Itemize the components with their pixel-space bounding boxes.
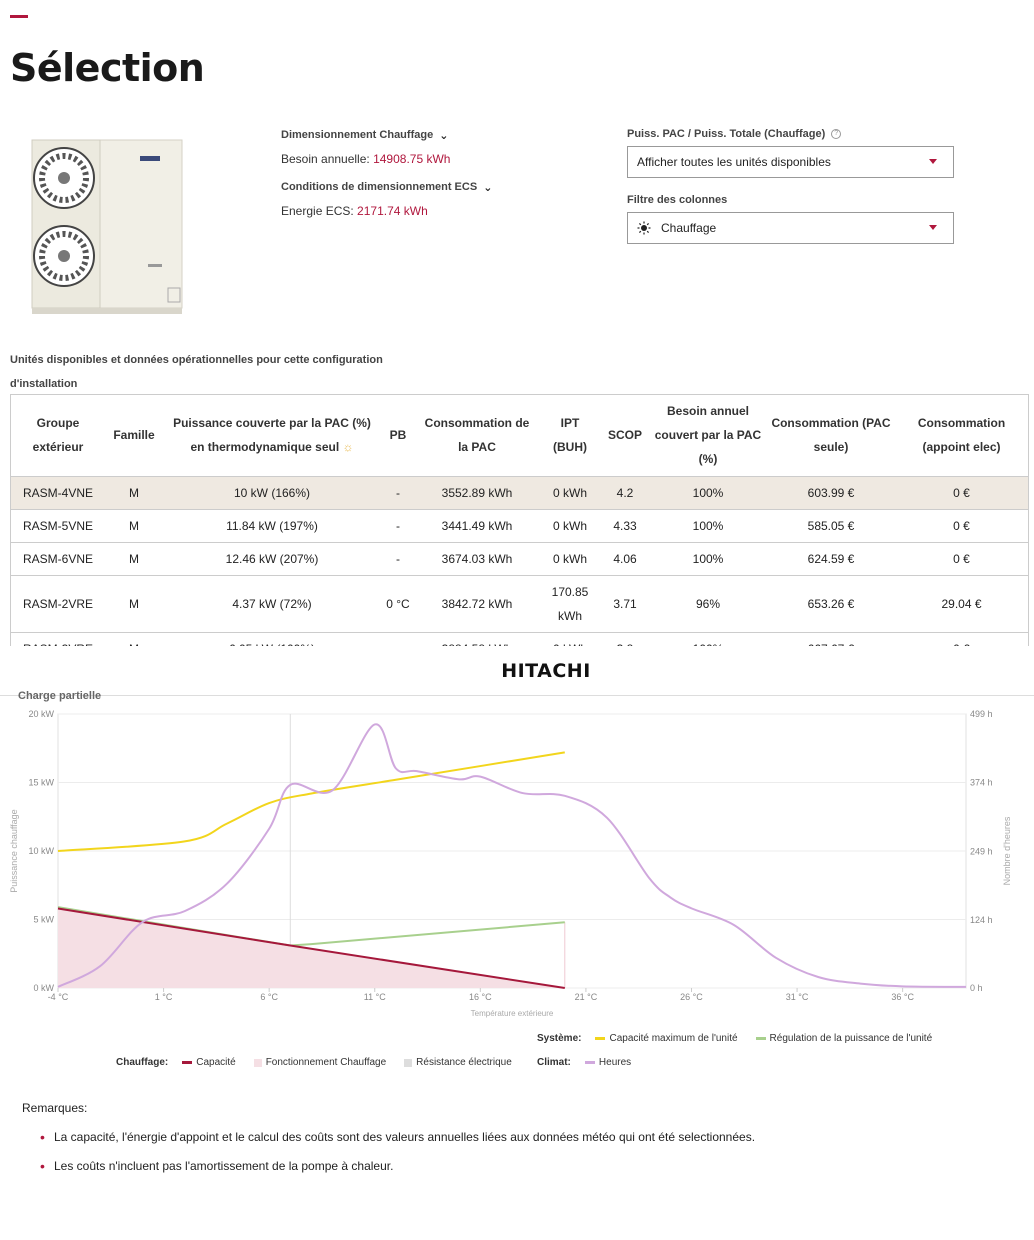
- cell-power: 4.37 kW (72%): [163, 575, 381, 632]
- columns-filter-select[interactable]: [627, 212, 954, 244]
- cell-annual-need: 96%: [649, 575, 767, 632]
- remark-item: • Les coûts n'incluent pas l'amortissement de la pompe à chaleur.: [40, 1158, 1012, 1174]
- legend-swatch: [404, 1059, 412, 1067]
- caret-down-icon: [929, 225, 937, 230]
- annual-need-label: Besoin annuelle:: [281, 152, 370, 166]
- remark-item: • La capacité, l'énergie d'appoint et le calcul des coûts sont des valeurs annuelles liées aux données météo qui ont été selectionnées.: [40, 1129, 1012, 1145]
- partial-load-chart: [0, 690, 1034, 1080]
- ecs-energy-value: 2171.74 kWh: [357, 204, 428, 218]
- cell-consumption-pac: 3674.03 kWh: [415, 542, 539, 575]
- legend-item-hours[interactable]: [585, 1057, 631, 1068]
- legend-item-max-capacity[interactable]: [595, 1033, 737, 1044]
- cell-consumption-pac: 3441.49 kWh: [415, 509, 539, 542]
- legend-system-title: Système:: [537, 1033, 582, 1044]
- cell-scop: 4.33: [601, 509, 649, 542]
- cell-cost-pac: 624.59 €: [767, 542, 895, 575]
- x-tick-label: -4 °C: [47, 992, 69, 1002]
- y-axis-label: Puissance chauffage: [9, 809, 19, 893]
- remarks-list: [22, 1129, 1012, 1174]
- cell-cost-pac: 653.26 €: [767, 575, 895, 632]
- cell-power: 10 kW (166%): [163, 476, 381, 509]
- cell-cost-backup: 0 €: [895, 476, 1028, 509]
- cell-cost-pac: 603.99 €: [767, 476, 895, 509]
- legend-heating-title: Chauffage:: [116, 1057, 169, 1068]
- legend-label: Capacité maximum de l'unité: [609, 1033, 738, 1044]
- legend-swatch: [595, 1037, 605, 1040]
- header-pb[interactable]: PB: [381, 395, 415, 476]
- cell-family: M: [105, 476, 163, 509]
- y-right-tick-label: 124 h: [970, 914, 993, 925]
- columns-filter-label-row: [627, 192, 957, 208]
- chart-svg: [0, 690, 1034, 1030]
- cell-annual-need: 100%: [649, 476, 767, 509]
- cell-family: M: [105, 542, 163, 575]
- cell-cost-pac: 585.05 €: [767, 509, 895, 542]
- header-consumption-pac[interactable]: Consommation de la PAC: [415, 395, 539, 476]
- ecs-energy: [281, 204, 601, 218]
- cell-family: M: [105, 575, 163, 632]
- cell-ipt: 0 kWh: [539, 542, 601, 575]
- ecs-dimensioning-toggle[interactable]: [281, 178, 601, 196]
- chevron-down-icon[interactable]: ⌄: [439, 129, 449, 142]
- cell-group: RASM-2VRE: [11, 575, 105, 632]
- cell-cost-backup: 0 €: [895, 509, 1028, 542]
- legend-item-capacity[interactable]: [182, 1057, 235, 1068]
- cell-annual-need: 100%: [649, 509, 767, 542]
- x-tick-label: 16 °C: [469, 992, 492, 1002]
- columns-filter-label: Filtre des colonnes: [627, 194, 728, 206]
- cell-ipt: 0 kWh: [539, 509, 601, 542]
- x-tick-label: 1 °C: [154, 992, 173, 1002]
- table-caption: Unités disponibles et données opérationnelles pour cette configuration d'installation: [10, 354, 383, 390]
- outdoor-unit-image: [28, 138, 184, 318]
- header-family[interactable]: Famille: [105, 395, 163, 476]
- cell-pb: -: [381, 476, 415, 509]
- table-header-row: [11, 395, 1028, 476]
- power-ratio-select-value: Afficher toutes les unités disponibles: [637, 155, 831, 169]
- y-tick-label: 10 kW: [28, 846, 54, 856]
- chevron-down-icon[interactable]: ⌄: [483, 181, 493, 194]
- cell-pb: -: [381, 509, 415, 542]
- header-group[interactable]: Groupe extérieur: [11, 395, 105, 476]
- table-row[interactable]: [11, 509, 1028, 542]
- max-capacity-line: [58, 752, 565, 851]
- brand-bar: [0, 646, 1034, 696]
- x-tick-label: 36 °C: [891, 992, 914, 1002]
- remarks: [22, 1101, 1012, 1187]
- x-axis-label: Température extérieure: [470, 1009, 554, 1018]
- header-cost-backup[interactable]: Consommation (appoint elec): [895, 395, 1028, 476]
- legend-climate: [537, 1057, 643, 1068]
- legend-heating: [116, 1057, 524, 1068]
- legend-label: Heures: [598, 1057, 632, 1068]
- dimensioning-panel: [281, 126, 601, 230]
- cell-family: M: [105, 509, 163, 542]
- legend-label: Résistance électrique: [416, 1057, 512, 1068]
- cell-cost-backup: 29.04 €: [895, 575, 1028, 632]
- y-right-axis-label: Nombre d'heures: [1002, 816, 1012, 886]
- table-row[interactable]: [11, 476, 1028, 509]
- legend-climate-title: Climat:: [537, 1057, 571, 1068]
- sun-icon: ☼: [342, 440, 354, 455]
- header-ipt[interactable]: IPT (BUH): [539, 395, 601, 476]
- table-body: [11, 476, 1028, 665]
- remarks-title: Remarques:: [22, 1101, 88, 1115]
- ecs-dimensioning-title: Conditions de dimensionnement ECS: [281, 181, 478, 193]
- heating-dimensioning-title: Dimensionnement Chauffage: [281, 129, 434, 141]
- units-table: [11, 395, 1028, 666]
- heating-dimensioning-toggle[interactable]: [281, 126, 601, 144]
- x-tick-label: 26 °C: [680, 992, 703, 1002]
- x-tick-label: 21 °C: [574, 992, 598, 1002]
- legend-item-power-regulation[interactable]: [756, 1033, 933, 1044]
- caret-down-icon: [929, 159, 937, 164]
- cell-ipt: 170.85 kWh: [539, 575, 601, 632]
- table-row[interactable]: [11, 575, 1028, 632]
- y-right-tick-label: 499 h: [970, 709, 993, 719]
- legend-label: Fonctionnement Chauffage: [265, 1057, 387, 1068]
- chart-title: Charge partielle: [18, 690, 102, 702]
- filters-panel: [627, 126, 957, 244]
- y-right-tick-label: 374 h: [970, 777, 993, 788]
- header-scop[interactable]: SCOP: [601, 395, 649, 476]
- y-tick-label: 20 kW: [28, 709, 54, 719]
- cell-power: 11.84 kW (197%): [163, 509, 381, 542]
- legend-item-electric-resistance[interactable]: [404, 1057, 512, 1068]
- legend-label: Régulation de la puissance de l'unité: [769, 1033, 933, 1044]
- y-right-tick-label: 249 h: [970, 846, 993, 857]
- cell-scop: 3.71: [601, 575, 649, 632]
- page-title: Sélection: [10, 46, 205, 90]
- cell-scop: 4.2: [601, 476, 649, 509]
- x-tick-label: 6 °C: [260, 992, 278, 1002]
- header-cost-pac[interactable]: Consommation (PAC seule): [767, 395, 895, 476]
- header-power[interactable]: [163, 395, 381, 476]
- y-tick-label: 0 kW: [33, 983, 54, 993]
- y-tick-label: 5 kW: [33, 914, 54, 925]
- header-power-label: Puissance couverte par la PAC (%) en thermodynamique seul: [173, 416, 371, 455]
- legend-system: [537, 1033, 944, 1044]
- x-tick-label: 11 °C: [363, 992, 386, 1002]
- annual-need-value: 14908.75 kWh: [373, 152, 451, 166]
- cell-pb: -: [381, 542, 415, 575]
- hitachi-logo: HITACHI: [501, 659, 591, 682]
- cell-group: RASM-4VNE: [11, 476, 105, 509]
- table-row[interactable]: [11, 542, 1028, 575]
- power-ratio-label: Puiss. PAC / Puiss. Totale (Chauffage): [627, 128, 826, 140]
- sun-icon: [637, 221, 651, 235]
- ecs-energy-label: Energie ECS:: [281, 204, 354, 218]
- legend-label: Capacité: [196, 1057, 236, 1068]
- help-icon[interactable]: ?: [831, 129, 841, 139]
- cell-group: RASM-6VNE: [11, 542, 105, 575]
- y-tick-label: 15 kW: [28, 777, 54, 788]
- cell-annual-need: 100%: [649, 542, 767, 575]
- cell-cost-backup: 0 €: [895, 542, 1028, 575]
- cell-pb: 0 °C: [381, 575, 415, 632]
- cell-group: RASM-5VNE: [11, 509, 105, 542]
- cell-power: 12.46 kW (207%): [163, 542, 381, 575]
- power-ratio-select[interactable]: [627, 146, 954, 178]
- legend-swatch: [182, 1061, 192, 1064]
- power-ratio-label-row: [627, 126, 957, 142]
- cell-consumption-pac: 3552.89 kWh: [415, 476, 539, 509]
- header-annual-need[interactable]: Besoin annuel couvert par la PAC (%): [649, 395, 767, 476]
- x-tick-label: 31 °C: [785, 992, 809, 1002]
- columns-filter-value: Chauffage: [661, 221, 717, 235]
- legend-swatch: [585, 1061, 595, 1064]
- legend-swatch: [756, 1037, 766, 1040]
- legend-item-heating-operation[interactable]: [254, 1057, 386, 1068]
- cell-ipt: 0 kWh: [539, 476, 601, 509]
- units-table-container[interactable]: [10, 394, 1029, 646]
- cell-consumption-pac: 3842.72 kWh: [415, 575, 539, 632]
- annual-need: [281, 152, 601, 166]
- cell-scop: 4.06: [601, 542, 649, 575]
- y-right-tick-label: 0 h: [970, 983, 983, 993]
- legend-swatch: [254, 1059, 262, 1067]
- accent-bar: [10, 15, 28, 18]
